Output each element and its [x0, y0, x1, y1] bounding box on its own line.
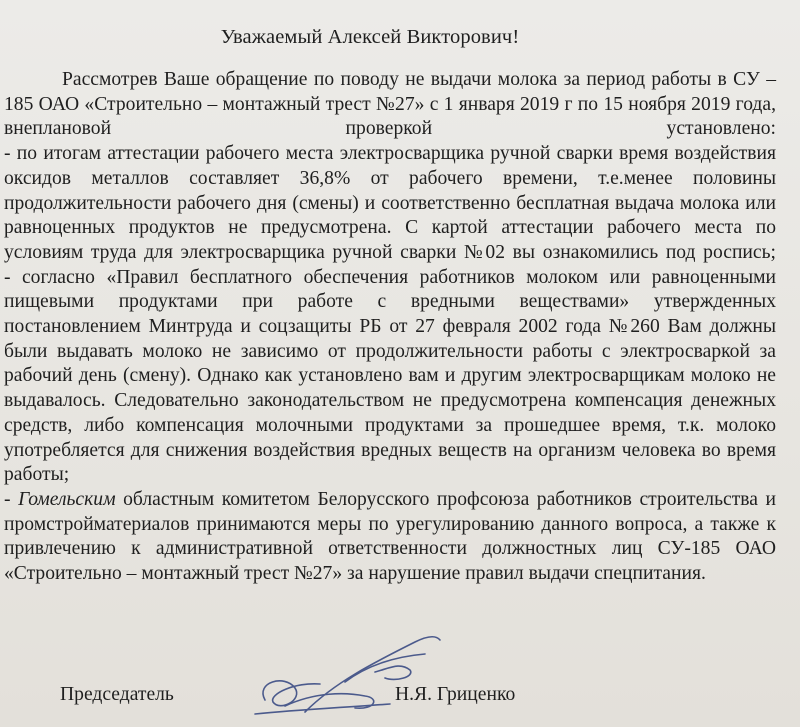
- paragraph-attestation: - по итогам аттестации рабочего места электросварщика ручной сварки время воздействия оксидов металлов составляет 36,8% от рабочего времени, т.е.менее половины продолжительности рабочего дня (смены) и соответственно бесплатная выдача молока или равноценных продуктов не предусмотрена. С картой аттестации рабочего места по условиям труда для электросварщика ручной сварки №02 вы ознакомились под роспись;: [4, 143, 776, 263]
- signatory-title: Председатель: [60, 684, 174, 705]
- signatory-name: Н.Я. Гриценко: [395, 684, 516, 705]
- handwritten-signature: [225, 622, 465, 722]
- paragraph-trade-union-prefix: -: [4, 488, 19, 510]
- letter-body: [4, 68, 776, 587]
- paragraph-rules: - согласно «Правил бесплатного обеспечения работников молоком или равноценными пищевыми продуктами при работе с вредными веществами» утвержденных постановлением Минтруда и соцзащиты РБ от 27 февраля 2002 года №260 Вам должны были выдавать молоко не зависимо от продолжительности работы с электросваркой за рабочий день (смену). Однако как установлено вам и другим электросварщикам молоко не выдавалось. Следовательно законодательством не предусмотрена компенсация денежных средств, либо компенсация молочными продуктами за прошедшее время, т.к. молоко употребляется для снижения воздействия вредных веществ на организм человека во время работы;: [4, 266, 776, 486]
- signature-block: [0, 682, 800, 722]
- paragraph-trade-union-italic: Гомельским: [18, 488, 116, 510]
- paragraph-trade-union-text: областным комитетом Белорусского профсоюза работников строительства и промстройматериалов принимаются меры по урегулированию данного вопроса, а также к привлечению к административной ответственности должностных лиц СУ-185 ОАО «Строительно – монтажный трест №27» за нарушение правил выдачи спецпитания.: [4, 488, 776, 585]
- salutation: Уважаемый Алексей Викторович!: [220, 26, 520, 48]
- paragraph-intro: Рассмотрев Ваше обращение по поводу не выдачи молока за период работы в СУ – 185 ОАО «Строительно – монтажный трест №27» с 1 января 2019 г по 15 ноября 2019 года, внеплановой проверкой установлено:: [4, 69, 776, 140]
- paragraph-trade-union: [4, 488, 776, 587]
